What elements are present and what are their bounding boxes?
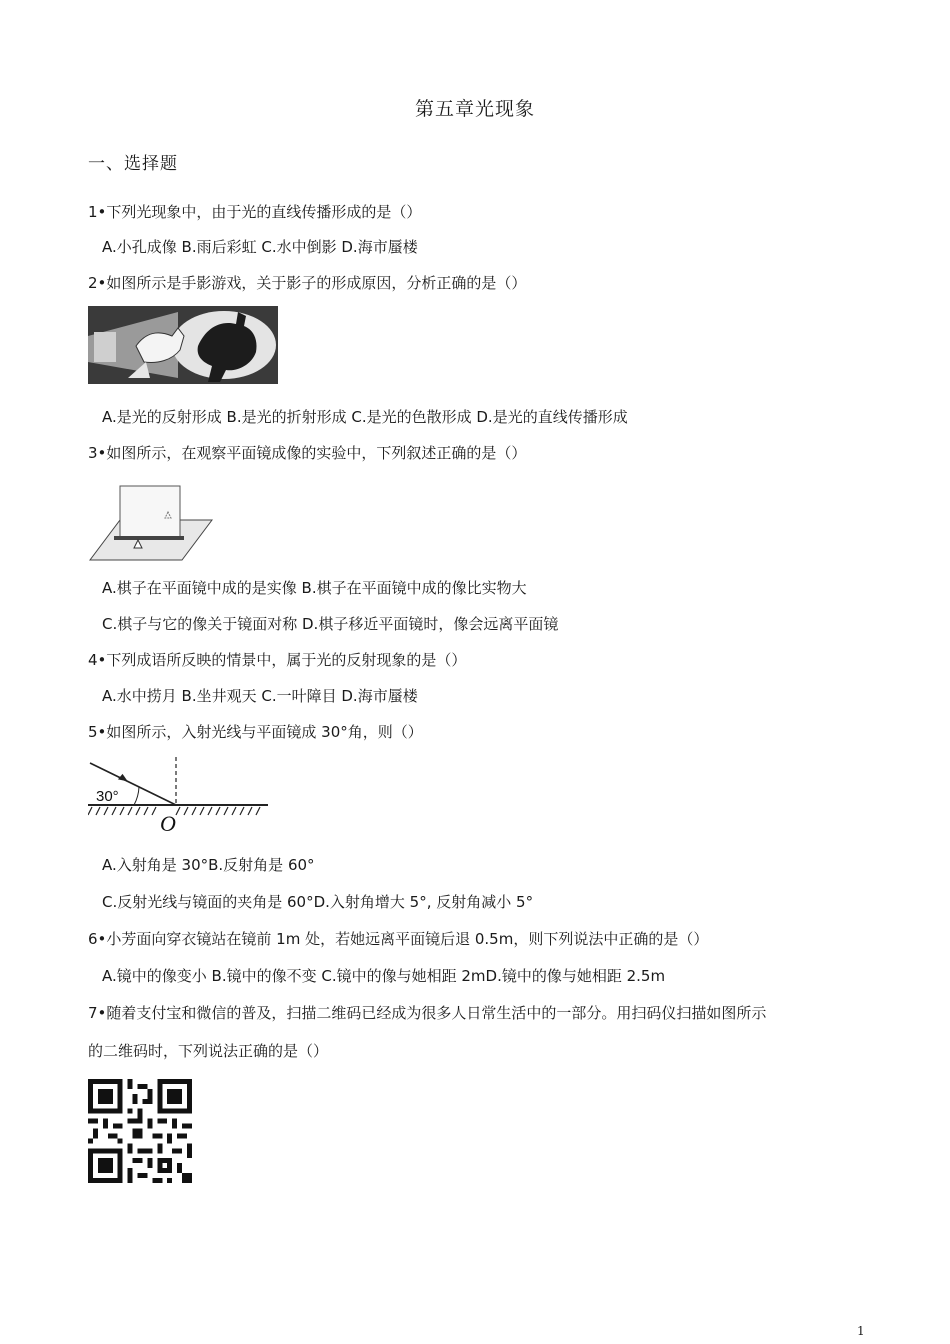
question-6-options: A.镜中的像变小 B.镜中的像不变 C.镜中的像与她相距 2mD.镜中的像与她相距 2.5m bbox=[102, 967, 666, 985]
question-5-option-line-2: C.反射光线与镜面的夹角是 60°D.入射角增大 5°, 反射角减小 5° bbox=[102, 893, 534, 911]
question-5-stem: 5•如图所示，入射光线与平面镜成 30°角，则（） bbox=[88, 723, 423, 741]
question-5-option-line-1: A.入射角是 30°B.反射角是 60° bbox=[102, 856, 315, 874]
page-number: 1 bbox=[857, 1324, 865, 1338]
question-4-options: A.水中捞月 B.坐井观天 C.一叶障目 D.海市蜃楼 bbox=[102, 687, 418, 705]
question-4-stem: 4•下列成语所反映的情景中，属于光的反射现象的是（） bbox=[88, 651, 467, 669]
question-3-stem: 3•如图所示，在观察平面镜成像的实验中，下列叙述正确的是（） bbox=[88, 444, 527, 462]
question-7-stem-line-2: 的二维码时，下列说法正确的是（） bbox=[88, 1042, 329, 1060]
qr-code-figure bbox=[88, 1079, 192, 1187]
question-7-stem: 7•随着支付宝和微信的普及，扫描二维码已经成为很多人日常生活中的一部分。用扫码仪扫描如图所示 bbox=[88, 1004, 767, 1022]
question-2-stem: 2•如图所示是手影游戏，关于影子的形成原因，分析正确的是（） bbox=[88, 274, 527, 292]
question-3-option-line-1: A.棋子在平面镜中成的是实像 B.棋子在平面镜中成的像比实物大 bbox=[102, 579, 527, 597]
angle-label: 30° bbox=[96, 788, 119, 805]
origin-label: O bbox=[160, 811, 176, 835]
question-6-stem: 6•小芳面向穿衣镜站在镜前 1m 处，若她远离平面镜后退 0.5m，则下列说法中正确的是（） bbox=[88, 930, 709, 948]
question-2-options: A.是光的反射形成 B.是光的折射形成 C.是光的色散形成 D.是光的直线传播形成 bbox=[102, 408, 628, 426]
page-title: 第五章光现象 bbox=[414, 98, 535, 120]
question-3-option-line-2: C.棋子与它的像关于镜面对称 D.棋子移近平面镜时，像会远离平面镜 bbox=[102, 615, 559, 633]
plane-mirror-figure bbox=[88, 482, 214, 566]
question-1-options: A.小孔成像 B.雨后彩虹 C.水中倒影 D.海市蜃楼 bbox=[102, 238, 418, 256]
hand-shadow-figure bbox=[88, 306, 278, 388]
question-1-stem: 1•下列光现象中，由于光的直线传播形成的是（） bbox=[88, 203, 422, 221]
section-heading: 一、选择题 bbox=[88, 154, 178, 174]
reflection-angle-figure bbox=[88, 757, 268, 839]
